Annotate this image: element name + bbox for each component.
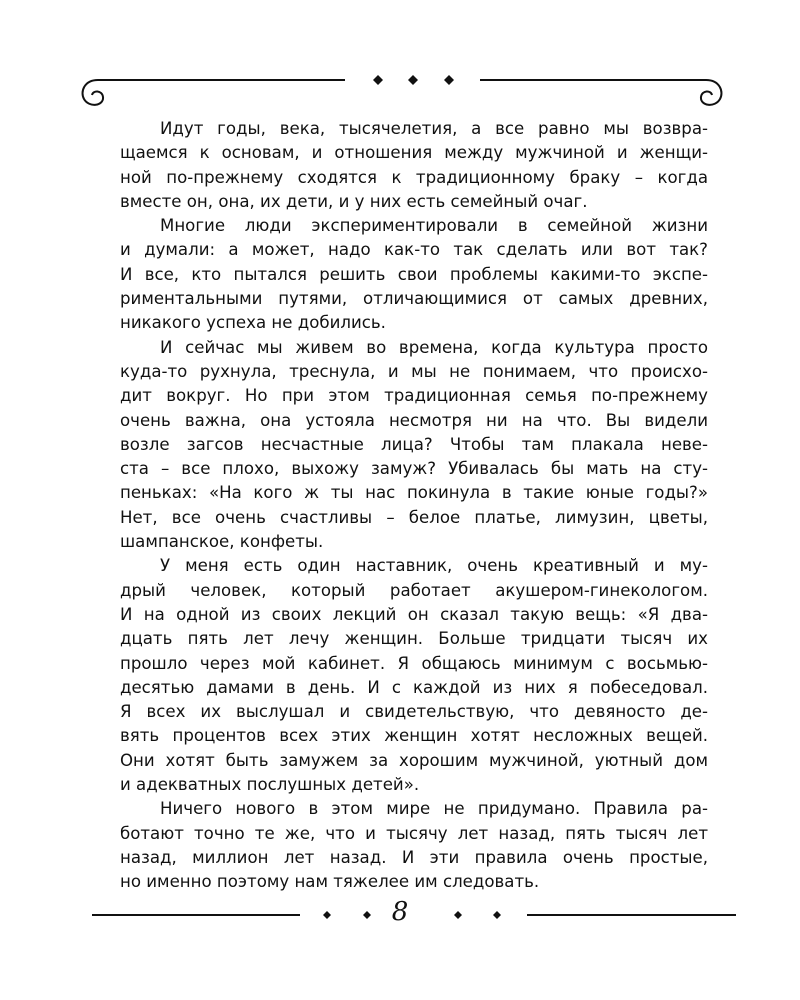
- text-line: риментальными путями, отличающимися от самых древних,: [120, 289, 708, 309]
- text-line: очень важна, она устояла несмотря ни на что. Вы видели: [120, 410, 708, 430]
- text-line: вять процентов всех этих женщин хотят несложных вещей.: [120, 726, 708, 746]
- paragraph: [120, 336, 708, 555]
- text-line: Нет, все очень счастливы – белое платье, лимузин, цветы,: [120, 507, 708, 527]
- text-line: И сейчас мы живем во времена, когда культура просто: [160, 337, 708, 357]
- text-line: ной по-прежнему сходятся к традиционному браку – когда: [120, 167, 708, 187]
- paragraph: [120, 554, 708, 797]
- text-line: У меня есть один наставник, очень креативный и му-: [160, 556, 708, 576]
- paragraph: [120, 117, 708, 214]
- body-text: [120, 117, 708, 895]
- text-line: дцать пять лет лечу женщин. Больше тридцати тысяч их: [120, 629, 708, 649]
- text-line: ста – все плохо, выхожу замуж? Убивалась бы мать на сту-: [120, 459, 708, 479]
- text-line: шампанское, конфеты.: [120, 532, 324, 552]
- text-line: и адекватных послушных детей».: [120, 775, 420, 795]
- paragraph: [120, 797, 708, 894]
- text-line: дрый человек, который работает акушером-гинекологом.: [120, 580, 708, 600]
- header-ornament: [0, 60, 800, 120]
- text-line: пеньках: «На кого ж ты нас покинула в такие юные годы?»: [120, 483, 708, 503]
- page-number: 8: [391, 897, 409, 927]
- text-line: вместе он, она, их дети, и у них есть семейный очаг.: [120, 191, 588, 211]
- text-line: но именно поэтому нам тяжелее им следовать.: [120, 872, 540, 892]
- text-line: И все, кто пытался решить свои проблемы какими-то экспе-: [120, 264, 708, 284]
- text-line: щаемся к основам, и отношения между мужчиной и женщи-: [120, 143, 708, 163]
- text-line: и думали: а может, надо как-то так сделать или вот так?: [120, 240, 708, 260]
- text-line: возле загсов несчастные лица? Чтобы там плакала неве-: [120, 434, 708, 454]
- text-line: дит вокруг. Но при этом традиционная семья по-прежнему: [120, 386, 708, 406]
- text-line: назад, миллион лет назад. И эти правила очень простые,: [120, 847, 708, 867]
- text-line: Я всех их выслушал и свидетельствую, что девяносто де-: [120, 702, 708, 722]
- text-line: никакого успеха не добились.: [120, 313, 386, 333]
- text-line: десятью дамами в день. И с каждой из них я побеседовал.: [120, 677, 708, 697]
- text-line: куда-то рухнула, треснула, и мы не понимаем, что происхо-: [120, 361, 708, 381]
- text-line: прошло через мой кабинет. Я общаюсь минимум с восьмью-: [120, 653, 708, 673]
- paragraph: [120, 214, 708, 335]
- text-line: Идут годы, века, тысячелетия, а все равно мы возвра-: [160, 119, 708, 138]
- text-line: И на одной из своих лекций он сказал такую вещь: «Я два-: [120, 604, 708, 624]
- text-line: ботают точно те же, что и тысячу лет назад, пять тысяч лет: [120, 823, 708, 843]
- text-line: Многие люди экспериментировали в семейной жизни: [160, 216, 708, 236]
- text-line: Ничего нового в этом мире не придумано. Правила ра-: [160, 799, 708, 819]
- text-line: Они хотят быть замужем за хорошим мужчиной, уютный дом: [120, 750, 708, 770]
